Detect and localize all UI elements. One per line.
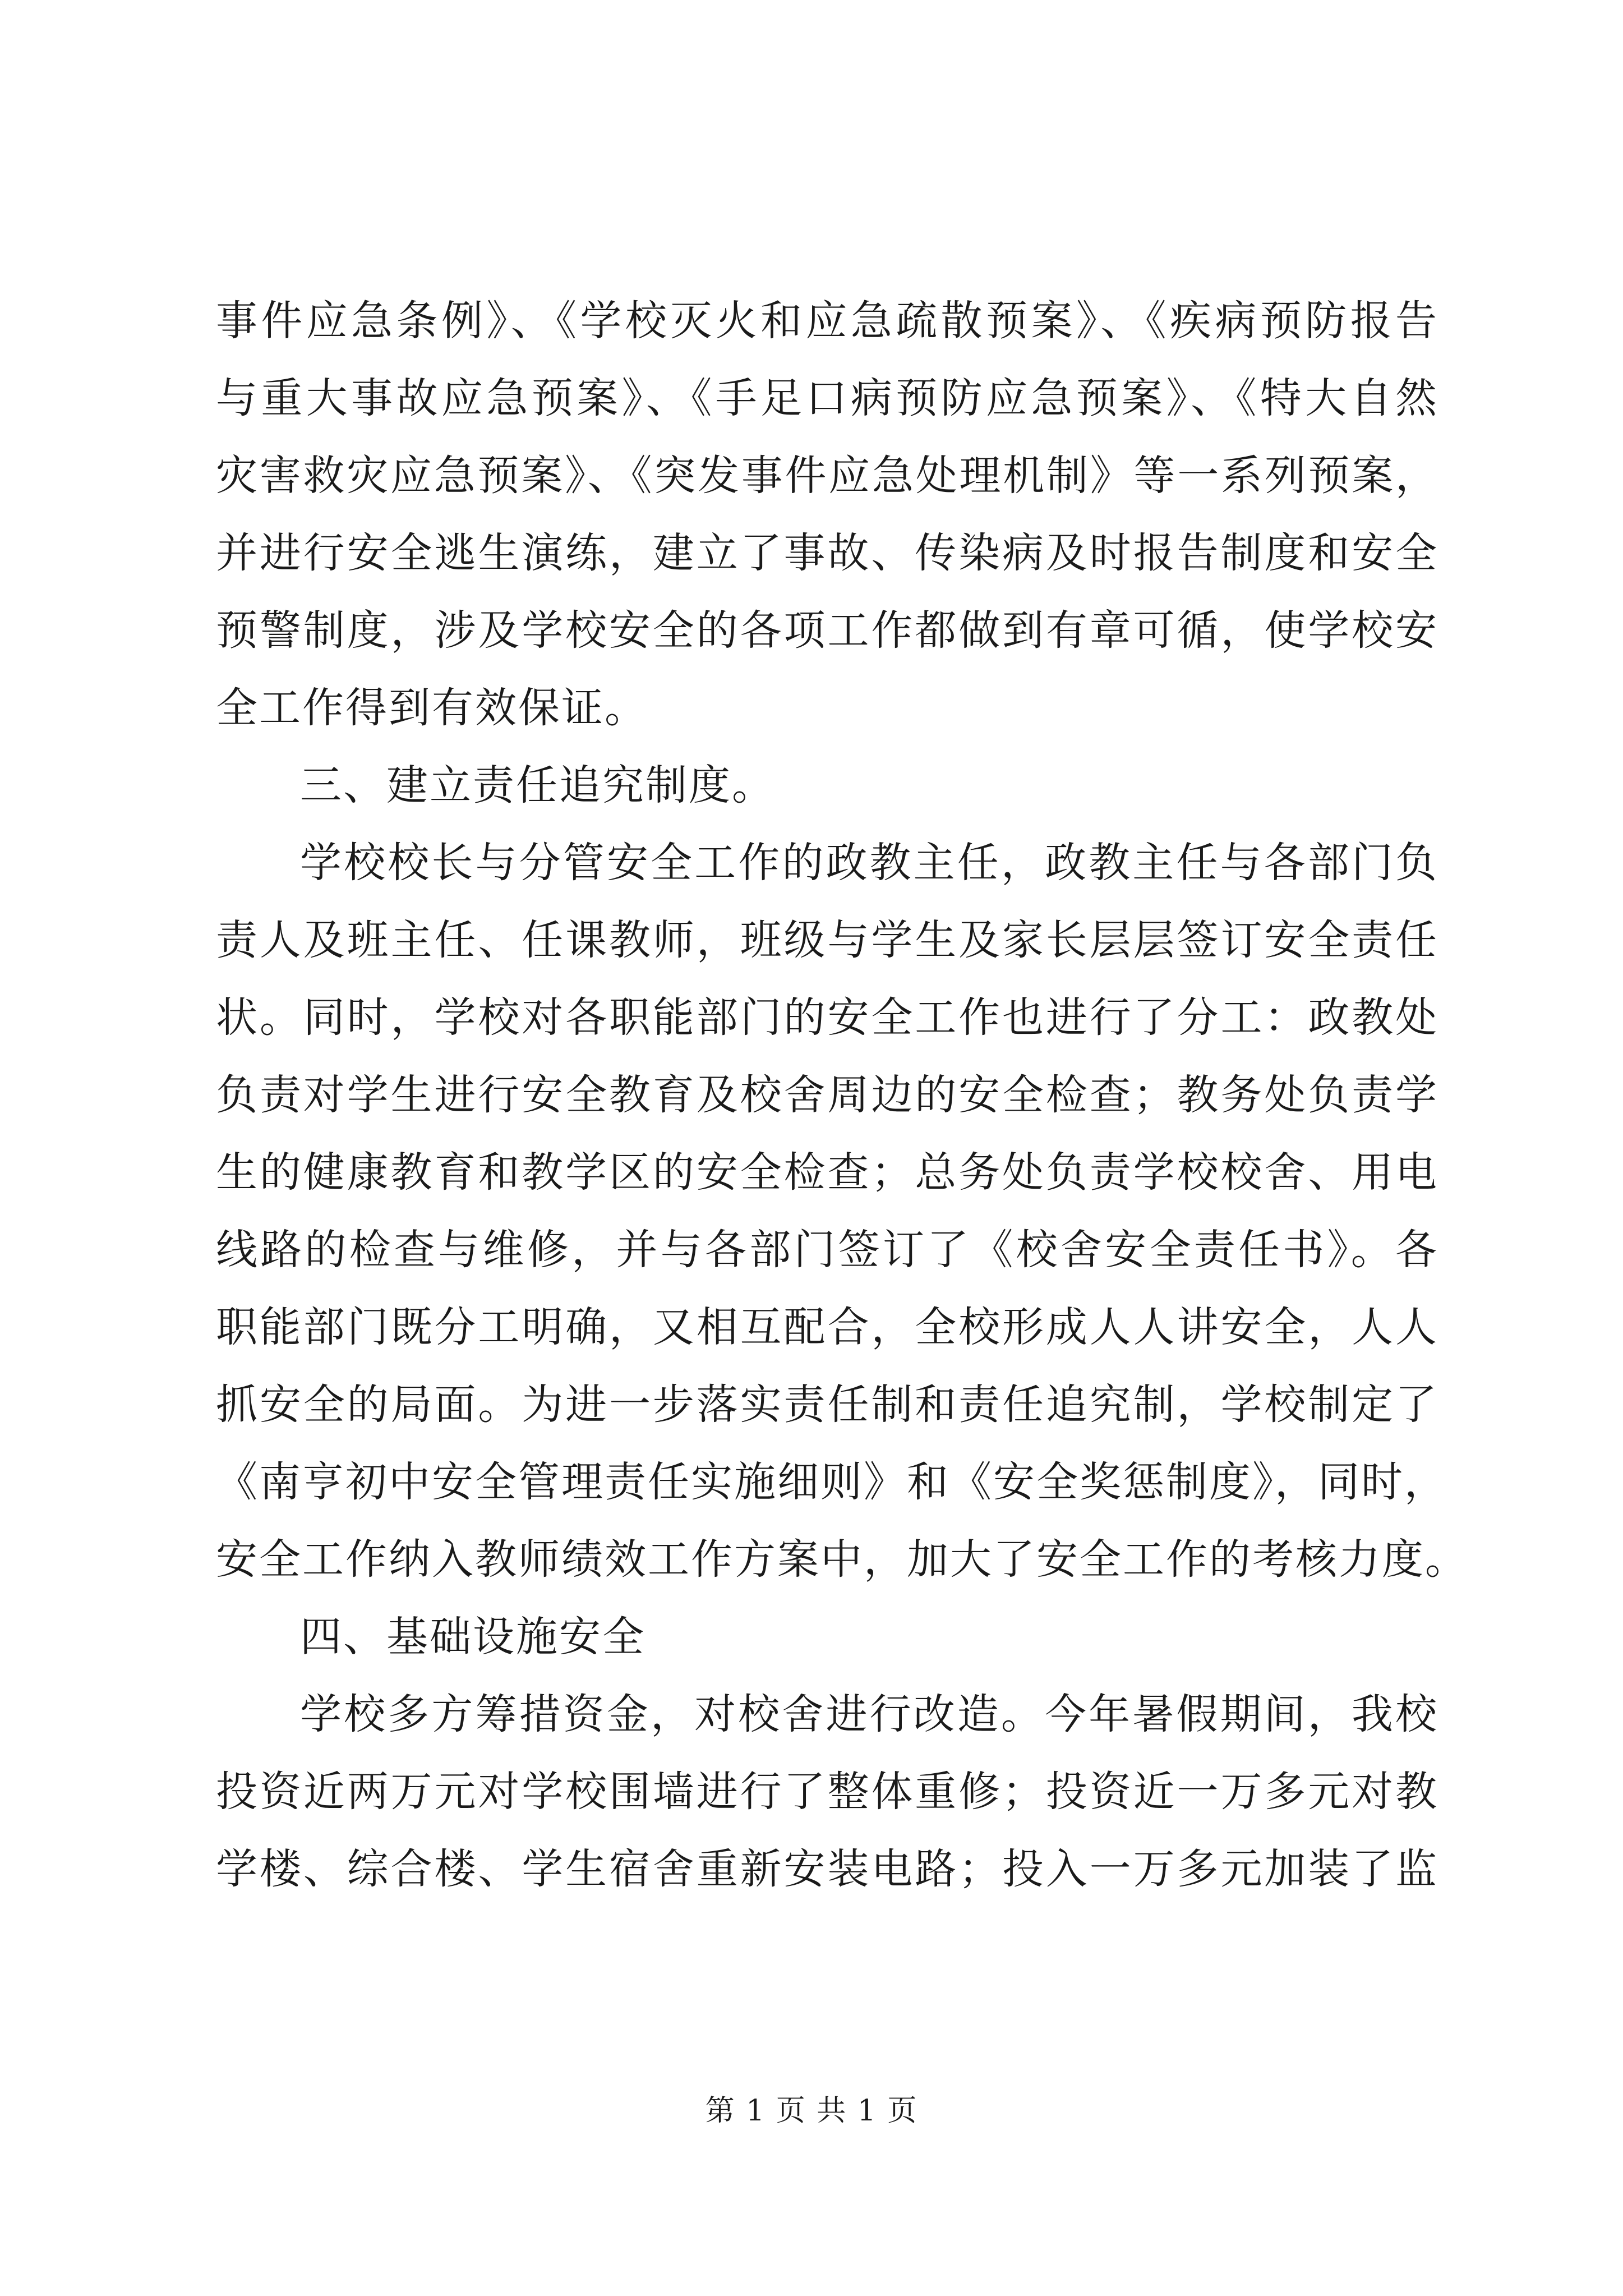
body-text-line: 线路的检查与维修，并与各部门签订了《校舍安全责任书》。各 bbox=[216, 1226, 1438, 1274]
body-text-line: 预警制度，涉及学校安全的各项工作都做到有章可循，使学校安 bbox=[216, 606, 1438, 655]
body-text-line: 安全工作纳入教师绩效工作方案中，加大了安全工作的考核力度。 bbox=[216, 1535, 1468, 1584]
body-text-line: 《南亨初中安全管理责任实施细则》和《安全奖惩制度》，同时， bbox=[216, 1458, 1447, 1506]
body-text-line: 生的健康教育和教学区的安全检查；总务处负责学校校舍、用电 bbox=[216, 1148, 1438, 1197]
section-heading: 三、建立责任追究制度。 bbox=[300, 761, 775, 809]
body-text-line: 职能部门既分工明确，又相互配合，全校形成人人讲安全，人人 bbox=[216, 1303, 1438, 1351]
section-heading: 四、基础设施安全 bbox=[300, 1613, 645, 1661]
body-text-line: 全工作得到有效保证。 bbox=[216, 684, 648, 732]
body-text-line: 并进行安全逃生演练，建立了事故、传染病及时报告制度和安全 bbox=[216, 529, 1438, 577]
body-text-line: 负责对学生进行安全教育及校舍周边的安全检查；教务处负责学 bbox=[216, 1071, 1438, 1119]
body-text-line: 与重大事故应急预案》、《手足口病预防应急预案》、《特大自然 bbox=[216, 374, 1438, 422]
body-text-line: 状。同时，学校对各职能部门的安全工作也进行了分工：政教处 bbox=[216, 993, 1438, 1042]
body-text-line: 学校校长与分管安全工作的政教主任，政教主任与各部门负 bbox=[300, 839, 1438, 887]
body-text-line: 投资近两万元对学校围墙进行了整体重修；投资近一万多元对教 bbox=[216, 1768, 1438, 1816]
body-text-line: 抓安全的局面。为进一步落实责任制和责任追究制，学校制定了 bbox=[216, 1381, 1438, 1429]
body-text-line: 责人及班主任、任课教师，班级与学生及家长层层签订安全责任 bbox=[216, 916, 1438, 964]
page-number-footer: 第 1 页 共 1 页 bbox=[705, 2094, 918, 2128]
body-text-line: 学楼、综合楼、学生宿舍重新安装电路；投入一万多元加装了监 bbox=[216, 1845, 1438, 1893]
body-text-line: 灾害救灾应急预案》、《突发事件应急处理机制》等一系列预案， bbox=[216, 452, 1438, 500]
body-text-line: 事件应急条例》、《学校灭火和应急疏散预案》、《疾病预防报告 bbox=[216, 297, 1438, 345]
body-text-line: 学校多方筹措资金，对校舍进行改造。今年暑假期间，我校 bbox=[300, 1690, 1438, 1738]
